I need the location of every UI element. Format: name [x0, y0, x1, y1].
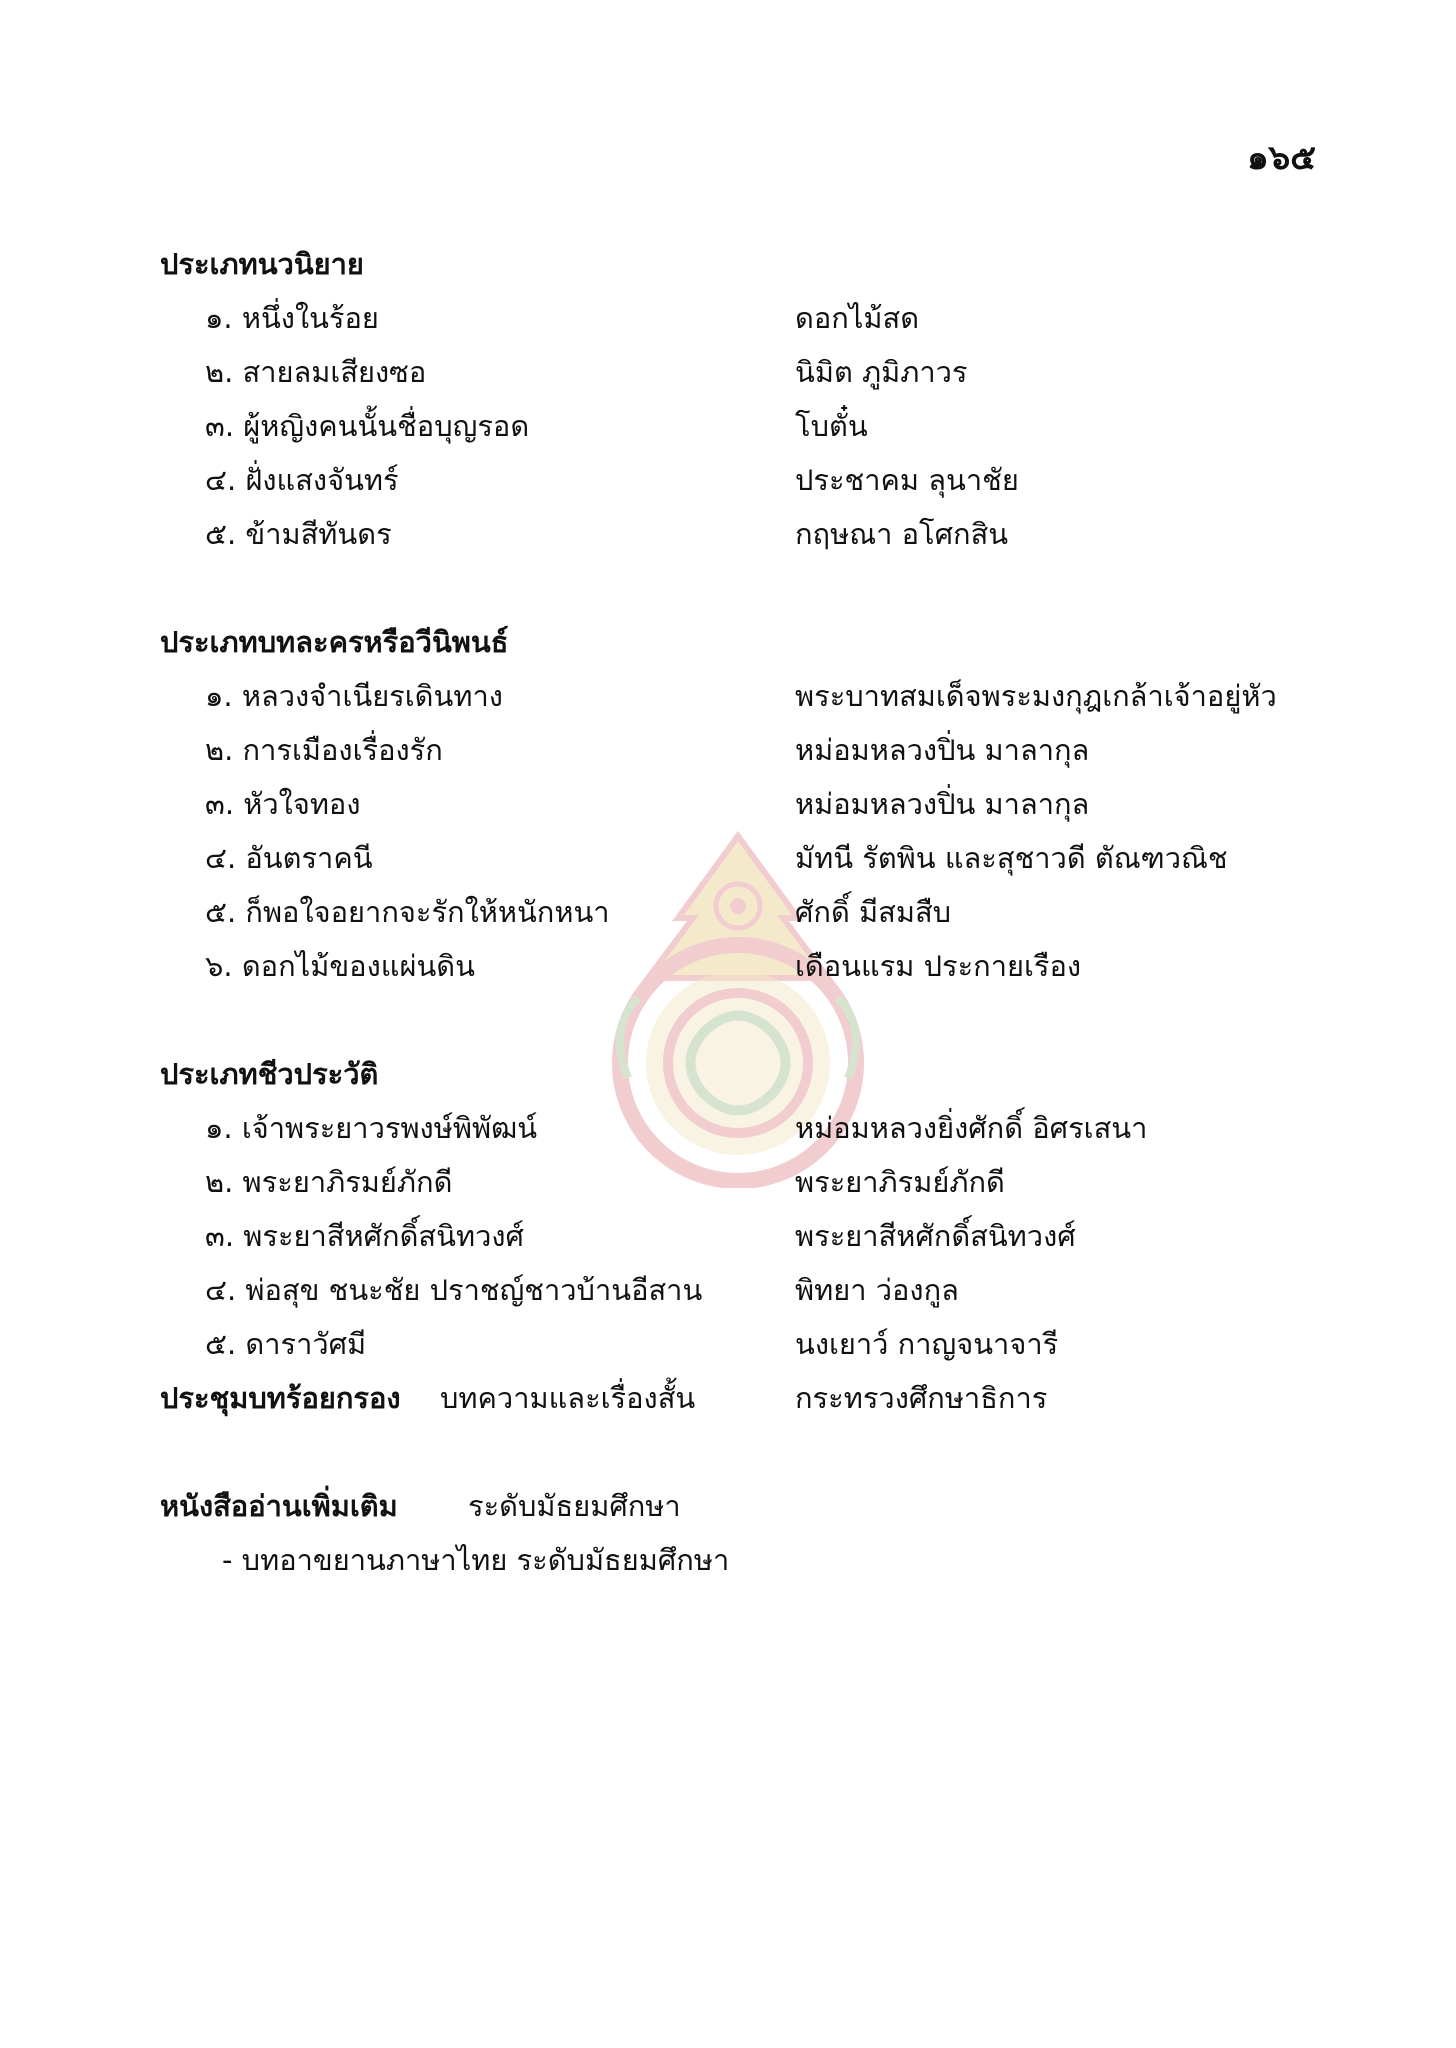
item-title: ๕. ข้ามสีทันดร	[205, 517, 392, 551]
anthology-label: ประชุมบทร้อยกรอง	[160, 1381, 401, 1415]
item-author: หม่อมหลวงปิ่น มาลากุล	[795, 733, 1090, 767]
item-title: ๓. ผู้หญิงคนนั้นชื่อบุญรอด	[205, 409, 530, 443]
section-heading: ประเภทบทละครหรือวีนิพนธ์	[160, 625, 509, 659]
item-title: ๓. พระยาสีหศักดิ์สนิทวงศ์	[205, 1219, 524, 1253]
additional-reading-label: หนังสืออ่านเพิ่มเติม	[160, 1489, 398, 1523]
section-heading: ประเภทชีวประวัติ	[160, 1057, 379, 1091]
page-number: ๑๖๕	[1247, 138, 1316, 178]
item-title: ๒. การเมืองเรื่องรัก	[205, 733, 443, 767]
item-author: หม่อมหลวงปิ่น มาลากุล	[795, 787, 1090, 821]
item-title: ๖. ดอกไม้ของแผ่นดิน	[205, 949, 475, 983]
additional-reading-item: - บทอาขยานภาษาไทย ระดับมัธยมศึกษา	[222, 1543, 730, 1577]
item-author: นงเยาว์ กาญจนาจารี	[795, 1327, 1059, 1361]
item-title: ๑. หนึ่งในร้อย	[205, 301, 379, 335]
item-author: พระยาสีหศักดิ์สนิทวงศ์	[795, 1219, 1076, 1253]
item-author: มัทนี รัตพิน และสุชาวดี ตัณฑวณิช	[795, 841, 1228, 875]
item-title: ๑. หลวงจำเนียรเดินทาง	[205, 679, 503, 713]
item-author: หม่อมหลวงยิ่งศักดิ์ อิศรเสนา	[795, 1111, 1148, 1145]
section-heading: ประเภทนวนิยาย	[160, 247, 364, 281]
item-title: ๒. สายลมเสียงซอ	[205, 355, 427, 389]
item-title: ๔. ฝั่งแสงจันทร์	[205, 463, 399, 497]
item-author: โบตั๋น	[795, 409, 868, 443]
item-author: พระยาภิรมย์ภักดี	[795, 1165, 1005, 1199]
item-author: นิมิต ภูมิภาวร	[795, 355, 968, 389]
anthology-title: บทความและเรื่องสั้น	[440, 1381, 696, 1415]
item-title: ๒. พระยาภิรมย์ภักดี	[205, 1165, 453, 1199]
item-title: ๔. อันตราคนี	[205, 841, 373, 875]
item-author: กฤษณา อโศกสิน	[795, 517, 1009, 551]
item-title: ๕. ดาราวัศมี	[205, 1327, 367, 1361]
item-author: เดือนแรม ประกายเรือง	[795, 949, 1082, 983]
item-author: พิทยา ว่องกูล	[795, 1273, 959, 1307]
item-title: ๔. พ่อสุข ชนะชัย ปราชญ์ชาวบ้านอีสาน	[205, 1273, 703, 1307]
anthology-author: กระทรวงศึกษาธิการ	[795, 1381, 1048, 1415]
item-author: พระบาทสมเด็จพระมงกุฎเกล้าเจ้าอยู่หัว	[795, 679, 1277, 713]
item-author: ประชาคม ลุนาชัย	[795, 463, 1019, 497]
item-title: ๓. หัวใจทอง	[205, 787, 361, 821]
item-title: ๕. ก็พอใจอยากจะรักให้หนักหนา	[205, 895, 610, 929]
item-title: ๑. เจ้าพระยาวรพงษ์พิพัฒน์	[205, 1111, 538, 1145]
item-author: ดอกไม้สด	[795, 301, 920, 335]
additional-reading-level: ระดับมัธยมศึกษา	[468, 1489, 681, 1523]
item-author: ศักดิ์ มีสมสืบ	[795, 895, 952, 929]
